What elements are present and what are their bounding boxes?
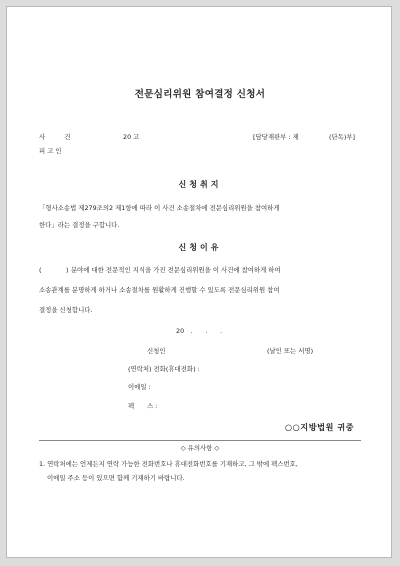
- dept-label: [담당재판부 : 제: [253, 133, 299, 141]
- court-addressee: ○○지방법원 귀중: [285, 422, 355, 432]
- notice-divider: [39, 440, 361, 441]
- applicant-label: 신청인: [147, 347, 166, 355]
- notice-line-2: 이메일 주소 등이 있으면 함께 기재하기 바랍니다.: [47, 474, 185, 482]
- fax-label: 팩 스 :: [128, 402, 158, 410]
- purpose-heading: 신청취지: [178, 180, 222, 189]
- dept-suffix: (단독)부]: [329, 133, 355, 141]
- case-label: 사 건: [39, 133, 71, 141]
- defendant-label: 피 고 인: [39, 147, 62, 155]
- reason-heading: 신청이유: [178, 243, 222, 252]
- document-page: [6, 6, 392, 558]
- purpose-line-2: 한다」라는 결정을 구합니다.: [39, 221, 120, 229]
- document-title: 전문심리위원 참여결정 신청서: [134, 89, 266, 100]
- reason-line-1: 분야에 대한 전문적인 지식을 가진 전문심리위원을 이 사건에 참여하게 하여: [71, 266, 281, 274]
- reason-line-3: 결정을 신청합니다.: [39, 306, 93, 314]
- notice-heading: ◇ 유의사항 ◇: [180, 444, 220, 452]
- reason-line-2: 소송관계를 분명하게 하거나 소송절차를 원활하게 진행할 수 있도록 전문심리위원 참여: [39, 286, 280, 294]
- date-line: 20 . . .: [176, 327, 223, 335]
- notice-line-1: 1. 연락처에는 언제든지 연락 가능한 전화번호나 휴대전화번호를 기재하고, 그 밖에 팩스번호,: [39, 460, 298, 468]
- purpose-line-1: 「형사소송법 제279조의2 제1항에 따라 이 사건 소송절차에 전문심리위원을 참여하게: [39, 204, 280, 212]
- reason-open-paren: (: [39, 266, 42, 274]
- reason-close-paren: ): [66, 266, 69, 274]
- seal-label: (날인 또는 서명): [267, 347, 314, 355]
- case-number: 20 고: [123, 133, 140, 141]
- contact-phone-label: (연락처) 전화(휴대전화) :: [128, 365, 200, 373]
- email-label: 이메일 :: [128, 383, 151, 391]
